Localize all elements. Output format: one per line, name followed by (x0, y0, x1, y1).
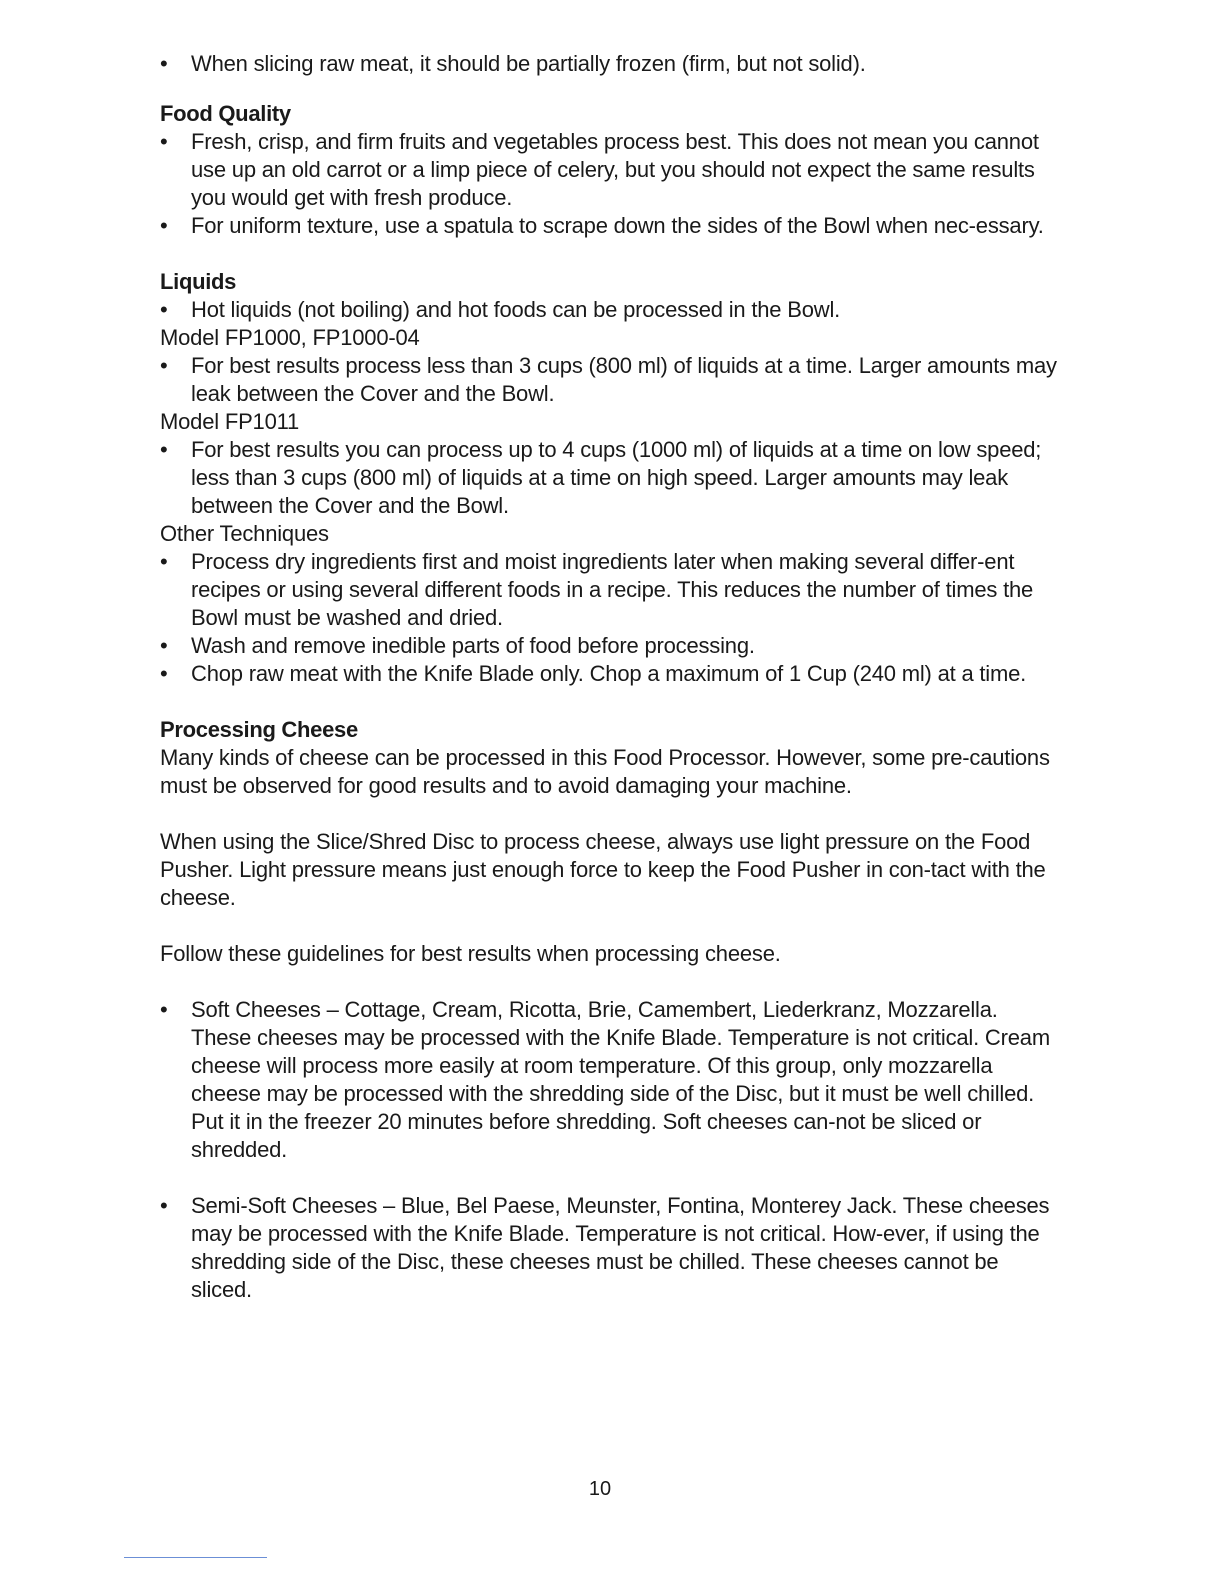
paragraph: Many kinds of cheese can be processed in this Food Processor. However, some pre-cautions must be observed for good results and to avoid damaging your machine. (160, 745, 1050, 798)
list-item: • For uniform texture, use a spatula to scrape down the sides of the Bowl when nec-essary. (160, 212, 1060, 240)
list-item: • Wash and remove inedible parts of food before processing. (160, 632, 1060, 660)
cheese-list (160, 1192, 1060, 1304)
food-quality-list (160, 128, 1060, 240)
section-heading-processing-cheese: Processing Cheese (160, 717, 358, 742)
list-item: • For best results you can process up to 4 cups (1000 ml) of liquids at a time on low speed; less than 3 cups (800 ml) of liquids at a time on high speed. Larger amounts may leak between the Cover and the Bowl. (160, 436, 1060, 520)
model-b-list (160, 436, 1060, 520)
list-item: • Fresh, crisp, and firm fruits and vegetables process best. This does not mean you cannot use up an old carrot or a limp piece of celery, but you should not expect the same results you would get with fresh produce. (160, 128, 1060, 212)
model-label: Model FP1000, FP1000-04 (160, 325, 420, 350)
page-number: 10 (588, 1478, 612, 1500)
list-item: • When slicing raw meat, it should be partially frozen (firm, but not solid). (160, 50, 1060, 78)
other-techniques-list (160, 548, 1060, 688)
liquids-list (160, 296, 1060, 324)
section-heading-liquids: Liquids (160, 269, 237, 294)
list-item: • Hot liquids (not boiling) and hot foods can be processed in the Bowl. (160, 296, 1060, 324)
paragraph: Follow these guidelines for best results when processing cheese. (160, 941, 781, 966)
intro-list (160, 50, 1060, 78)
section-heading-food-quality: Food Quality (160, 101, 291, 126)
manual-page (160, 50, 1060, 1304)
liquids-section (160, 268, 1060, 688)
list-item: • For best results process less than 3 cups (800 ml) of liquids at a time. Larger amounts may leak between the Cover and the Bowl. (160, 352, 1060, 408)
model-a-list (160, 352, 1060, 408)
list-item: • Process dry ingredients first and moist ingredients later when making several differ-ent recipes or using several different foods in a recipe. This reduces the number of times the Bowl must be washed and dried. (160, 548, 1060, 632)
paragraph: When using the Slice/Shred Disc to process cheese, always use light pressure on the Food Pusher. Light pressure means just enough force to keep the Food Pusher in con-tact with the cheese. (160, 829, 1046, 910)
processing-cheese-section (160, 716, 1060, 1304)
subheading-other-techniques: Other Techniques (160, 521, 329, 546)
footer-divider (124, 1557, 267, 1558)
food-quality-section (160, 100, 1060, 240)
list-item-semi-soft-cheeses: • Semi-Soft Cheeses – Blue, Bel Paese, Meunster, Fontina, Monterey Jack. These cheeses may be processed with the Knife Blade. Temperature is not critical. How-ever, if using the shredding side of the Disc, these cheeses must be chilled. These cheeses cannot be sliced. (160, 1192, 1060, 1304)
list-item: • Chop raw meat with the Knife Blade only. Chop a maximum of 1 Cup (240 ml) at a time. (160, 660, 1060, 688)
list-item-soft-cheeses: • Soft Cheeses – Cottage, Cream, Ricotta, Brie, Camembert, Liederkranz, Mozzarella. These cheeses may be processed with the Knife Blade. Temperature is not critical. Cream cheese will process more easily at room temperature. Of this group, only mozzarella cheese may be processed with the shredding side of the Disc, but it must be well chilled. Put it in the freezer 20 minutes before shredding. Soft cheeses can-not be sliced or shredded. (160, 996, 1060, 1164)
model-label: Model FP1011 (160, 409, 300, 434)
cheese-list (160, 996, 1060, 1164)
